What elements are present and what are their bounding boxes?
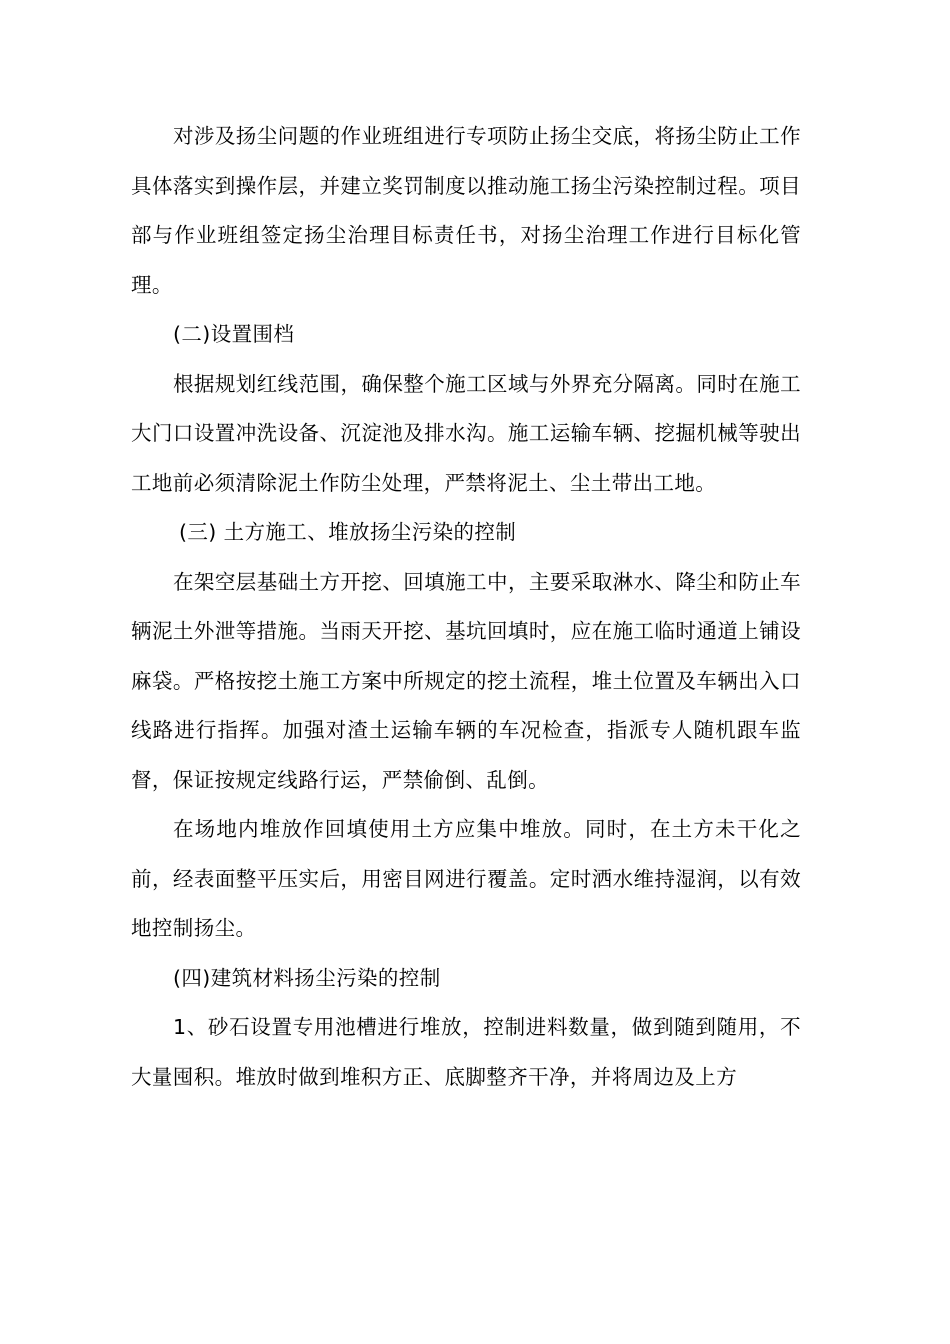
paragraph-materials-sand: 1、砂石设置专用池槽进行堆放，控制进料数量，做到随到随用，不大量囤积。堆放时做到堆积方正、底脚整齐干净，并将周边及上方	[131, 1015, 801, 1089]
section-heading-earthwork: (三) 土方施工、堆放扬尘污染的控制	[179, 520, 517, 544]
paragraph-earthwork-stockpile: 在场地内堆放作回填使用土方应集中堆放。同时，在土方未干化之前，经表面整平压实后，用密目网进行覆盖。定时洒水维持湿润，以有效地控制扬尘。	[131, 817, 801, 940]
paragraph-enclosure: 根据规划红线范围，确保整个施工区域与外界充分隔离。同时在施工大门口设置冲洗设备、沉淀池及排水沟。施工运输车辆、挖掘机械等驶出工地前必须清除泥土作防尘处理，严禁将泥土、尘土带出工地。	[131, 371, 801, 495]
document-body	[131, 112, 801, 1102]
paragraph-dust-briefing: 对涉及扬尘问题的作业班组进行专项防止扬尘交底，将扬尘防止工作具体落实到操作层，并建立奖罚制度以推动施工扬尘污染控制过程。项目部与作业班组签定扬尘治理目标责任书，对扬尘治理工作进行目标化管理。	[131, 124, 801, 297]
section-heading-enclosure: (二)设置围档	[173, 322, 295, 346]
paragraph-earthwork-excavation: 在架空层基础土方开挖、回填施工中，主要采取淋水、降尘和防止车辆泥土外泄等措施。当雨天开挖、基坑回填时，应在施工临时通道上铺设麻袋。严格按挖土施工方案中所规定的挖土流程，堆土位置及车辆出入口线路进行指挥。加强对渣土运输车辆的车况检查，指派专人随机跟车监督，保证按规定线路行运，严禁偷倒、乱倒。	[131, 569, 801, 792]
section-heading-materials: (四)建筑材料扬尘污染的控制	[173, 965, 441, 990]
